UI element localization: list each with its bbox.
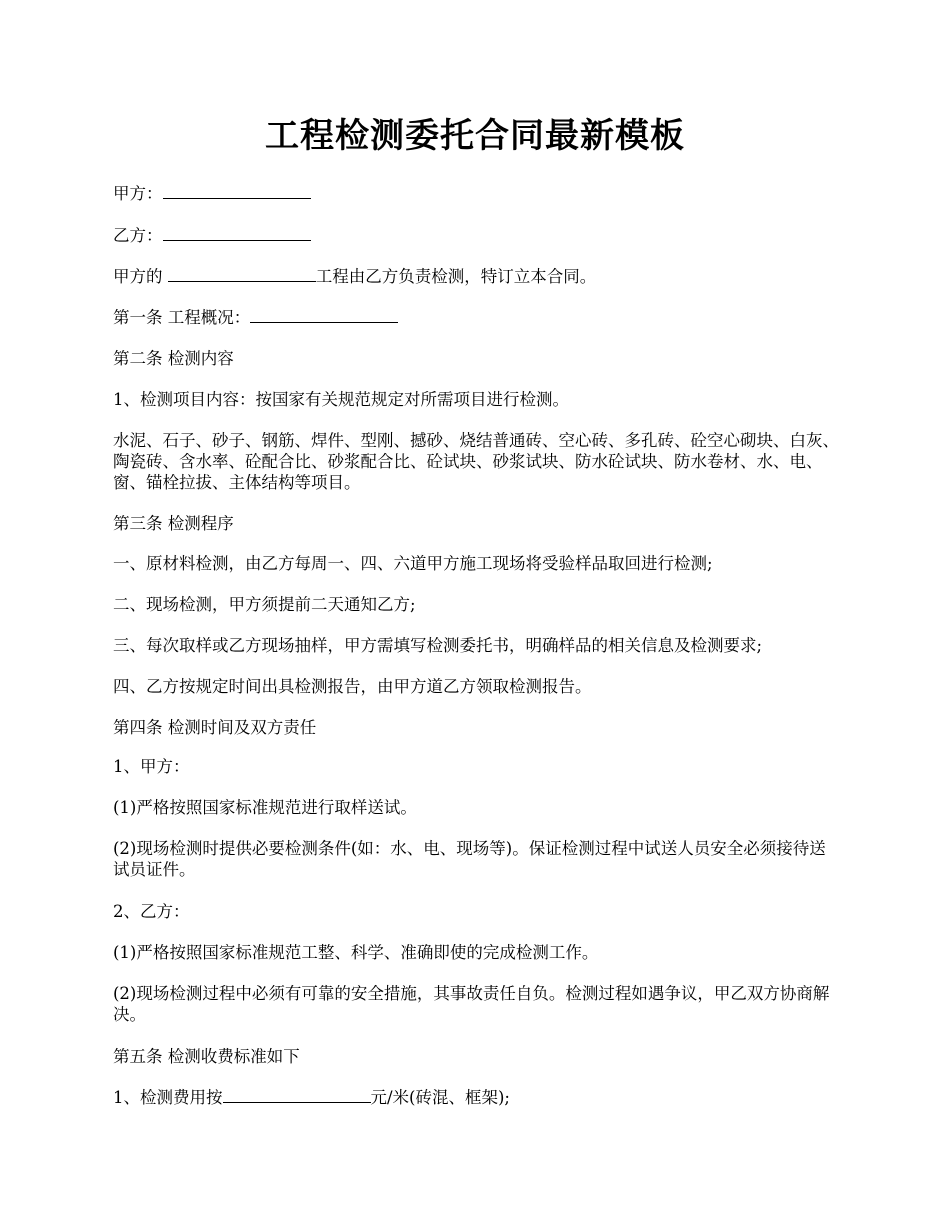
document-title: 工程检测委托合同最新模板 — [265, 116, 685, 156]
party-a-line — [113, 183, 848, 204]
project-overview-blank — [250, 308, 398, 323]
materials-paragraph: 水泥、石子、砂子、钢筋、焊件、型刚、撼砂、烧结普通砖、空心砖、多孔砖、砼空心砌块、白灰、陶瓷砖、含水率、砼配合比、砂浆配合比、砼试块、砂浆试块、防水砼试块、防水卷材、水、电、窗、锚栓拉拔、主体结构等项目。 — [113, 431, 839, 492]
article-4-party-b-heading: 2、乙方： — [113, 902, 190, 921]
article-4-party-a-item-1: (1)严格按照国家标准规范进行取样送试。 — [113, 798, 417, 817]
intro-prefix: 甲方的 — [113, 267, 163, 286]
fee-prefix: 1、检测费用按 — [113, 1088, 223, 1107]
party-b-line — [113, 225, 848, 246]
article-4-party-a-heading: 1、甲方： — [113, 757, 190, 776]
article-1-line — [113, 307, 848, 328]
article-3-heading: 第三条 检测程序 — [113, 514, 234, 533]
article-5-heading: 第五条 检测收费标准如下 — [113, 1047, 300, 1066]
article-1-heading: 第一条 工程概况： — [113, 308, 251, 327]
party-a-blank — [163, 184, 311, 199]
article-5-item-1 — [113, 1087, 848, 1108]
article-4-party-b-item-1: (1)严格按照国家标准规范工整、科学、准确即使的完成检测工作。 — [113, 943, 599, 962]
project-name-blank — [168, 267, 316, 282]
article-4-party-a-item-2: (2)现场检测时提供必要检测条件(如：水、电、现场等)。保证检测过程中试送人员安全必须接待送试员证件。 — [113, 839, 826, 879]
intro-line — [113, 266, 848, 287]
article-3-item-1: 一、原材料检测，由乙方每周一、四、六道甲方施工现场将受验样品取回进行检测; — [113, 554, 713, 573]
article-3-item-3: 三、每次取样或乙方现场抽样，甲方需填写检测委托书，明确样品的相关信息及检测要求; — [113, 636, 763, 655]
party-b-blank — [163, 226, 311, 241]
fee-suffix: 元/米(砖混、框架); — [370, 1088, 510, 1107]
article-2-item-1: 1、检测项目内容：按国家有关规范规定对所需项目进行检测。 — [113, 390, 569, 409]
intro-suffix: 工程由乙方负责检测，特订立本合同。 — [315, 267, 597, 286]
article-4-party-b-item-2: (2)现场检测过程中必须有可靠的安全措施，其事故责任自负。检测过程如遇争议，甲乙双方协商解决。 — [113, 984, 830, 1024]
article-3-item-4: 四、乙方按规定时间出具检测报告，由甲方道乙方领取检测报告。 — [113, 677, 592, 696]
party-a-label: 甲方： — [113, 184, 163, 203]
article-4-heading: 第四条 检测时间及双方责任 — [113, 718, 317, 737]
article-2-heading: 第二条 检测内容 — [113, 349, 234, 368]
fee-amount-blank — [223, 1088, 371, 1103]
article-3-item-2: 二、现场检测，甲方须提前二天通知乙方; — [113, 595, 416, 614]
party-b-label: 乙方： — [113, 226, 163, 245]
